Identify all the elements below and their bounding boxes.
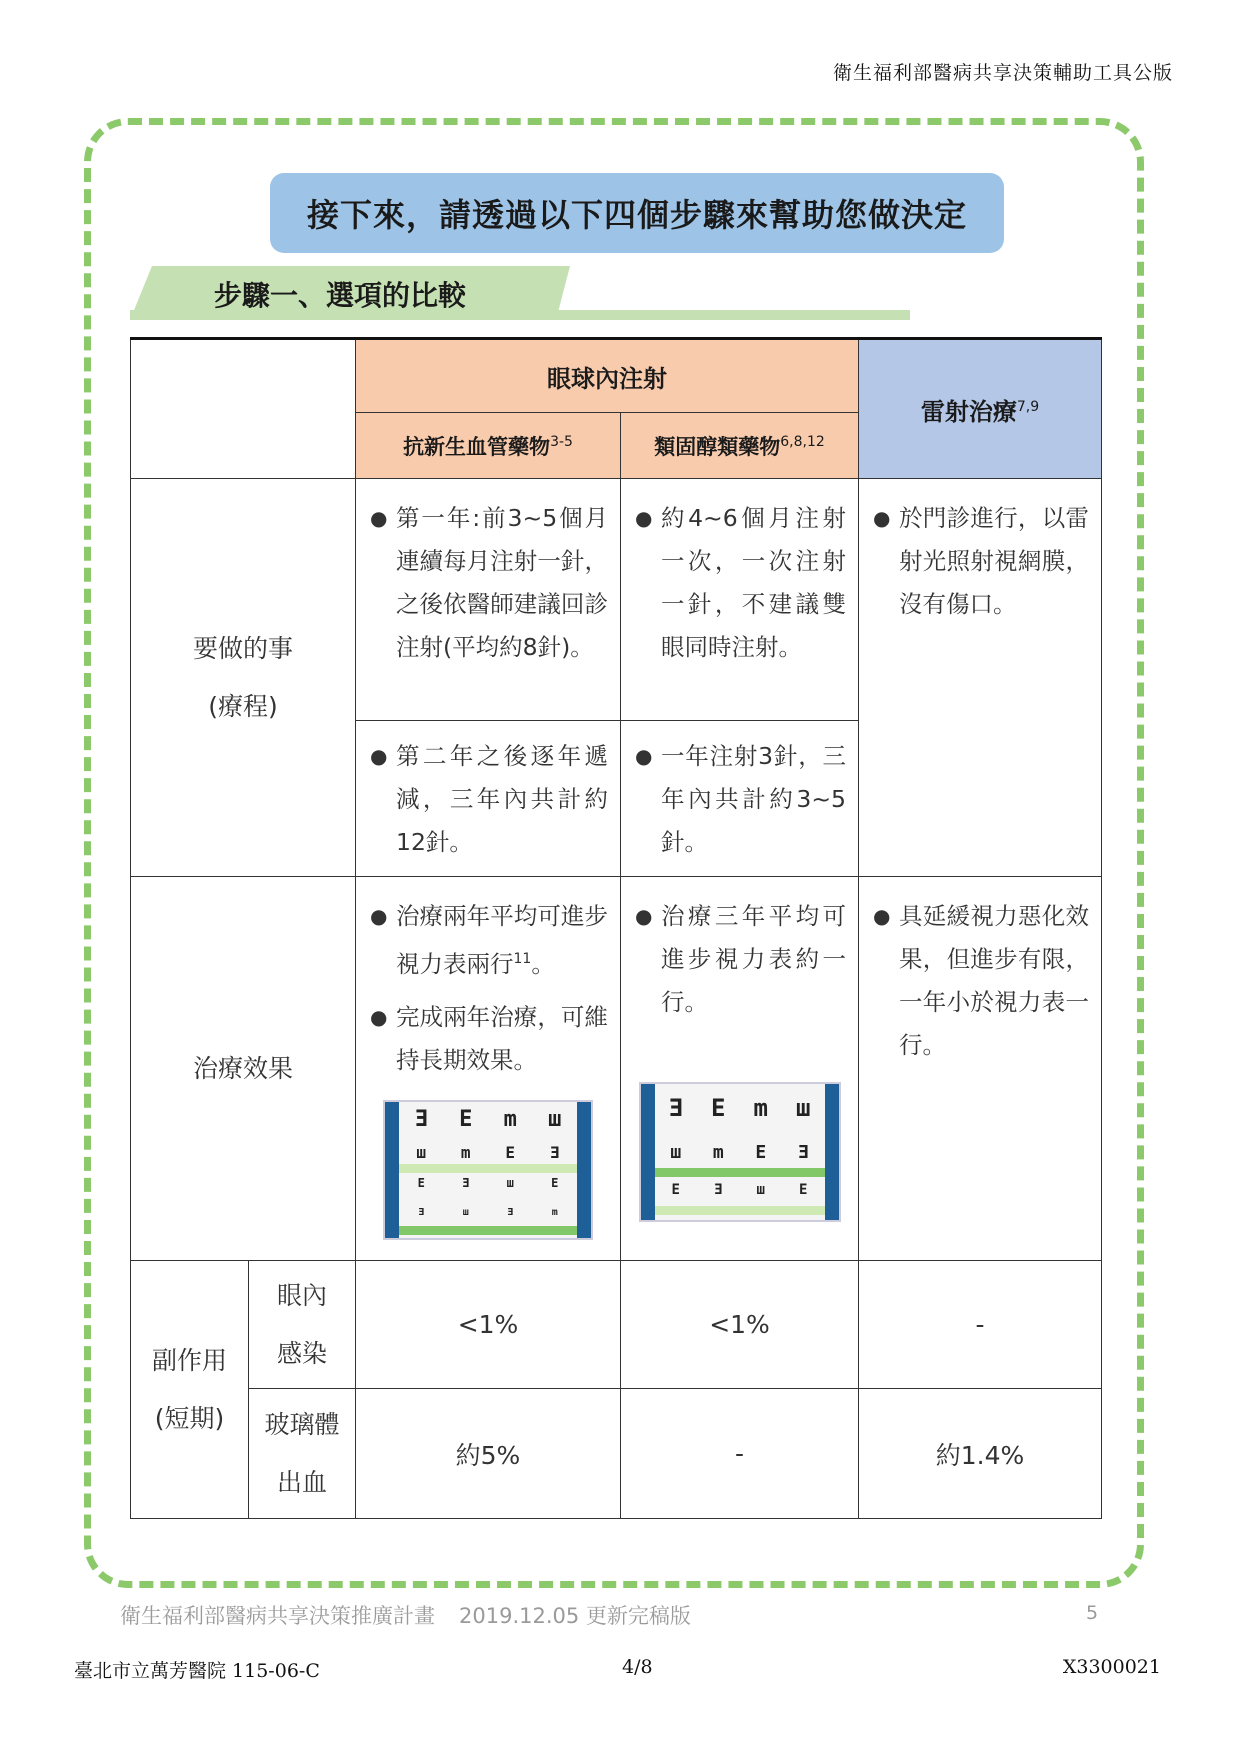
bullet-icon: ● bbox=[370, 904, 388, 928]
todo-steroid-year1: ● 約4~6個月注射一次，一次注射一針，不建議雙眼同時注射。 bbox=[621, 479, 859, 721]
bullet-icon: ● bbox=[873, 904, 891, 928]
step-title: 步驟一、選項的比較 bbox=[214, 279, 467, 312]
infection-anti-vegf: <1% bbox=[356, 1261, 621, 1389]
vitreous-anti-vegf: 約5% bbox=[356, 1389, 621, 1519]
laser-header: 雷射治療$^{7,9}$ bbox=[859, 339, 1102, 479]
hospital-code: 臺北市立萬芳醫院 115-06-C bbox=[74, 1660, 320, 1682]
bullet-icon: ● bbox=[635, 904, 653, 928]
infection-label: 眼內 感染 bbox=[249, 1261, 356, 1389]
vitreous-hemorrhage-label: 玻璃體 出血 bbox=[249, 1389, 356, 1519]
document-header: 衛生福利部醫病共享決策輔助工具公版 bbox=[832, 62, 1173, 84]
footer-date: 2019.12.05 更新完稿版 bbox=[459, 1604, 691, 1628]
injection-group-header: 眼球內注射 bbox=[356, 339, 859, 413]
infection-steroid: <1% bbox=[621, 1261, 859, 1389]
bullet-icon: ● bbox=[370, 1004, 388, 1029]
bullet-icon: ● bbox=[370, 744, 388, 768]
effect-steroid: ● 治療三年平均可進步視力表約一行。 Ǝ E m ш ш m E Ǝ E Ǝ ш E bbox=[621, 877, 859, 1261]
anti-vegf-header: 抗新生血管藥物$^{3-5}$ bbox=[356, 413, 621, 479]
vitreous-laser: 約1.4% bbox=[859, 1389, 1102, 1519]
document-code: X3300021 bbox=[1062, 1656, 1161, 1678]
bullet-icon: ● bbox=[635, 506, 653, 530]
effect-anti-vegf: ● 治療兩年平均可進步視力表兩行$^{11}$。 ● 完成兩年治療，可維持長期效果。 Ǝ E m ш ш m E Ǝ E Ǝ ш E Ǝ ш Ǝ m bbox=[356, 877, 621, 1261]
bullet-icon: ● bbox=[370, 506, 388, 530]
header-empty-cell bbox=[131, 339, 356, 479]
todo-anti-vegf-year2: ● 第二年之後逐年遞減，三年內共計約12針。 bbox=[356, 721, 621, 877]
effect-laser: ● 具延緩視力惡化效果，但進步有限，一年小於視力表一行。 bbox=[859, 877, 1102, 1261]
side-effect-label: 副作用 (短期) bbox=[131, 1261, 249, 1519]
eye-chart-image: Ǝ E m ш ш m E Ǝ E Ǝ ш E bbox=[639, 1082, 841, 1222]
pdf-page-number: 4/8 bbox=[622, 1656, 653, 1678]
todo-steroid-year2: ● 一年注射3針，三年內共計約3~5針。 bbox=[621, 721, 859, 877]
effect-row-label: 治療效果 bbox=[131, 877, 356, 1261]
vitreous-steroid: - bbox=[621, 1389, 859, 1519]
todo-row-label: 要做的事 (療程) bbox=[131, 479, 356, 877]
infection-laser: - bbox=[859, 1261, 1102, 1389]
step-heading bbox=[130, 266, 910, 322]
bullet-icon: ● bbox=[635, 744, 653, 768]
banner-title: 接下來，請透過以下四個步驟來幫助您做決定 bbox=[270, 173, 1004, 253]
todo-anti-vegf-year1: ● 第一年:前3~5個月連續每月注射一針，之後依醫師建議回診注射(平均約8針)。 bbox=[356, 479, 621, 721]
eye-chart-image: Ǝ E m ш ш m E Ǝ E Ǝ ш E Ǝ ш Ǝ m bbox=[383, 1100, 593, 1240]
inner-page-number: 5 bbox=[1086, 1602, 1099, 1624]
footer-plan: 衛生福利部醫病共享決策推廣計畫 bbox=[120, 1604, 435, 1628]
todo-laser: ● 於門診進行，以雷射光照射視網膜，沒有傷口。 bbox=[859, 479, 1102, 877]
page-footer bbox=[120, 1600, 691, 1630]
bullet-icon: ● bbox=[873, 506, 891, 530]
steroid-header: 類固醇類藥物$^{6,8,12}$ bbox=[621, 413, 859, 479]
comparison-table bbox=[130, 337, 1102, 1519]
